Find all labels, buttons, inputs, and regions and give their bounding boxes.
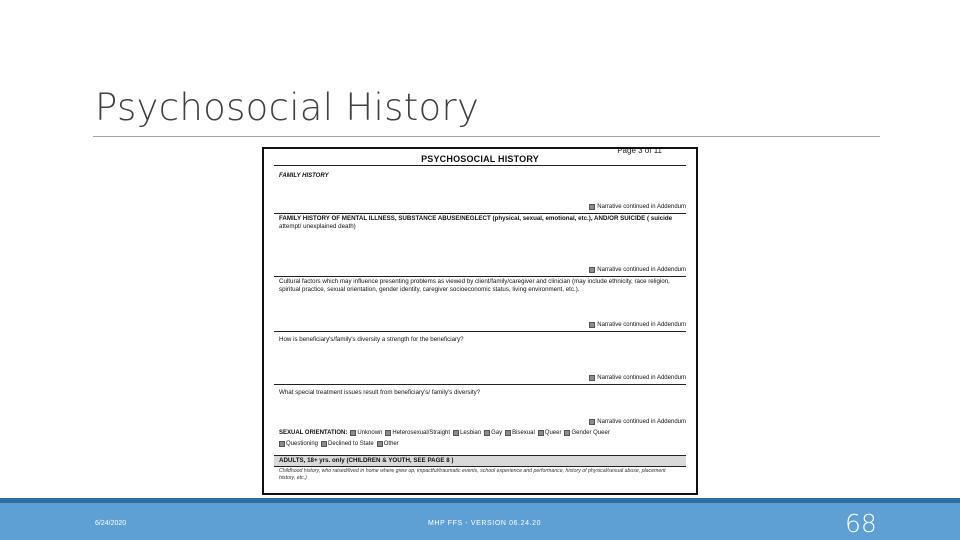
checkbox-icon — [564, 430, 570, 436]
option-label: Gender Queer — [571, 430, 610, 436]
question-rest-text: attempt/ unexplained death) — [279, 223, 356, 230]
option-unknown[interactable] — [350, 430, 382, 436]
form-header-rule — [274, 165, 686, 166]
footer-version: MHP FFS - VERSION 06.24.20 — [428, 520, 542, 527]
checkbox-icon — [589, 322, 595, 328]
checkbox-icon — [484, 430, 490, 436]
narrative-checkbox-3[interactable] — [589, 322, 686, 328]
option-label: Bisexual — [512, 430, 535, 436]
form-title: PSYCHOSOCIAL HISTORY — [421, 154, 539, 164]
form-rule — [274, 331, 686, 332]
option-gay[interactable] — [484, 430, 502, 436]
narrative-label: Narrative continued in Addendum — [597, 204, 686, 210]
form-rule — [274, 213, 686, 214]
checkbox-icon — [589, 267, 595, 273]
sexual-orientation-row-2 — [279, 441, 686, 447]
adults-section-bar: ADULTS, 18+ yrs. only (CHILDREN & YOUTH, SEE PAGE 8 ) — [274, 455, 686, 467]
question-bold-text: FAMILY HISTORY OF MENTAL ILLNESS, SUBSTANCE ABUSE/NEGLECT (physical, sexual, emotional, etc.), AND/OR SUICIDE ( suicide — [279, 215, 673, 222]
option-lesbian[interactable] — [453, 430, 481, 436]
title-divider — [93, 136, 880, 137]
checkbox-icon — [589, 375, 595, 381]
narrative-label: Narrative continued in Addendum — [597, 375, 686, 381]
option-label: Heterosexual/Straight — [392, 430, 451, 436]
narrative-label: Narrative continued in Addendum — [597, 322, 686, 328]
narrative-label: Narrative continued in Addendum — [597, 419, 686, 425]
option-label: Unknown — [357, 430, 383, 436]
option-label: Other — [383, 441, 399, 447]
form-page-label: Page 3 of 11 — [617, 147, 662, 155]
question-treatment-issues: What special treatment issues result from beneficiary's/ family's diversity? — [279, 389, 481, 396]
option-label: Lesbian — [460, 430, 482, 436]
form-image — [262, 147, 698, 495]
option-declined[interactable] — [321, 441, 374, 447]
option-heterosexual[interactable] — [385, 430, 450, 436]
option-label: Declined to State — [328, 441, 374, 447]
question-diversity-strength: How is beneficiary's/family's diversity a strength for the beneficiary? — [279, 336, 464, 343]
checkbox-icon — [453, 430, 459, 436]
slide-number: 68 — [845, 509, 877, 538]
narrative-checkbox-1[interactable] — [589, 204, 686, 210]
form-rule — [274, 276, 686, 277]
narrative-checkbox-2[interactable] — [589, 267, 686, 273]
option-questioning[interactable] — [279, 441, 318, 447]
narrative-checkbox-5[interactable] — [589, 419, 686, 425]
adults-footnote: Childhood history, who raised/lived in home where grew up, impactful/traumatic events, school experience and performance, history of physical/sexual abuse, placement history, etc.) — [279, 468, 666, 481]
option-label: Questioning — [286, 441, 319, 447]
checkbox-icon — [589, 419, 595, 425]
footer-date: 6/24/2020 — [95, 520, 127, 527]
checkbox-icon — [589, 204, 595, 210]
option-queer[interactable] — [538, 430, 562, 436]
form-rule — [274, 384, 686, 385]
question-cultural-factors: Cultural factors which may influence presenting problems as viewed by client/family/caregiver and clinician (may include ethnicity, race religion, spiritual practice, sexual orientation, gender identity, caregiver socioeconomic status, living environment, etc.). — [279, 278, 670, 293]
checkbox-icon — [279, 441, 285, 447]
sexual-orientation-row-1 — [279, 430, 686, 436]
option-other[interactable] — [377, 441, 399, 447]
sexual-orientation-label: SEXUAL ORIENTATION: — [279, 430, 348, 436]
slide-title: Psychosocial History — [95, 86, 480, 129]
checkbox-icon — [538, 430, 544, 436]
checkbox-icon — [505, 430, 511, 436]
checkbox-icon — [350, 430, 356, 436]
narrative-label: Narrative continued in Addendum — [597, 267, 686, 273]
narrative-checkbox-4[interactable] — [589, 375, 686, 381]
option-bisexual[interactable] — [505, 430, 535, 436]
question-family-history — [279, 215, 678, 231]
option-label: Gay — [491, 430, 503, 436]
family-history-label: FAMILY HISTORY — [279, 173, 329, 179]
option-gender-queer[interactable] — [564, 430, 609, 436]
checkbox-icon — [321, 441, 327, 447]
checkbox-icon — [377, 441, 383, 447]
checkbox-icon — [385, 430, 391, 436]
option-label: Queer — [544, 430, 562, 436]
slide-footer — [0, 503, 960, 540]
